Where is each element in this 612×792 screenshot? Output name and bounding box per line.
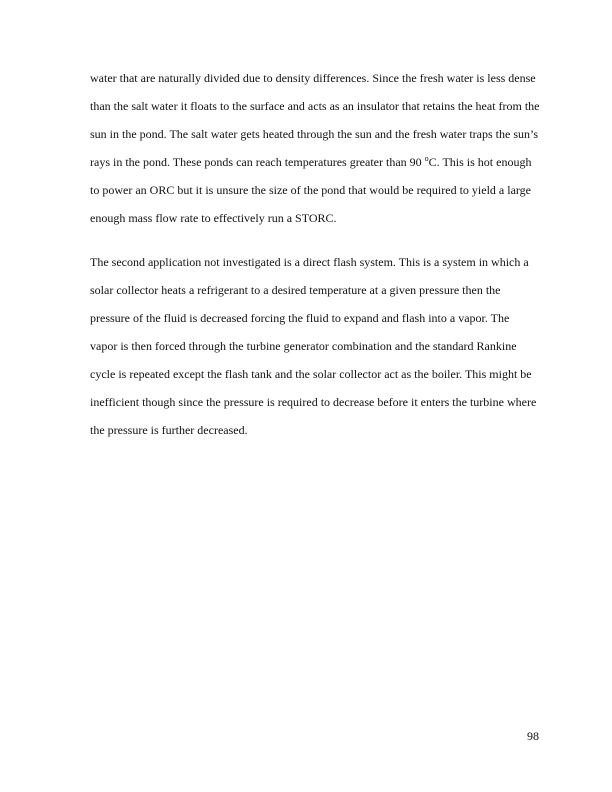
text-line: to power an ORC but it is unsure the size of the pond that would be required to yield a large [90, 183, 532, 197]
text-line: than the salt water it floats to the surface and acts as an insulator that retains the heat from the [90, 99, 540, 113]
text-line: solar collector heats a refrigerant to a desired temperature at a given pressure then the [90, 283, 501, 297]
text-line: the pressure is further decreased. [90, 423, 248, 437]
text-line [90, 155, 531, 169]
text-line: sun in the pond. The salt water gets heated through the sun and the fresh water traps the sun’s [90, 127, 539, 141]
page-number: 98 [527, 729, 539, 743]
text-segment: C. This is hot enough [428, 155, 532, 169]
text-line: The second application not investigated is a direct flash system. This is a system in which a [90, 255, 529, 269]
text-line: cycle is repeated except the flash tank and the solar collector act as the boiler. This might be [90, 367, 532, 381]
text-line: vapor is then forced through the turbine generator combination and the standard Rankine [90, 339, 517, 353]
text-line: water that are naturally divided due to density differences. Since the fresh water is less dense [90, 71, 536, 85]
text-line: enough mass flow rate to effectively run a STORC. [90, 211, 337, 225]
text-line: inefficient though since the pressure is required to decrease before it enters the turbine where [90, 395, 537, 409]
degree-superscript: o [424, 154, 429, 163]
text-segment: rays in the pond. These ponds can reach temperatures greater than 90 [90, 155, 425, 169]
text-line: pressure of the fluid is decreased forcing the fluid to expand and flash into a vapor. The [90, 311, 510, 325]
